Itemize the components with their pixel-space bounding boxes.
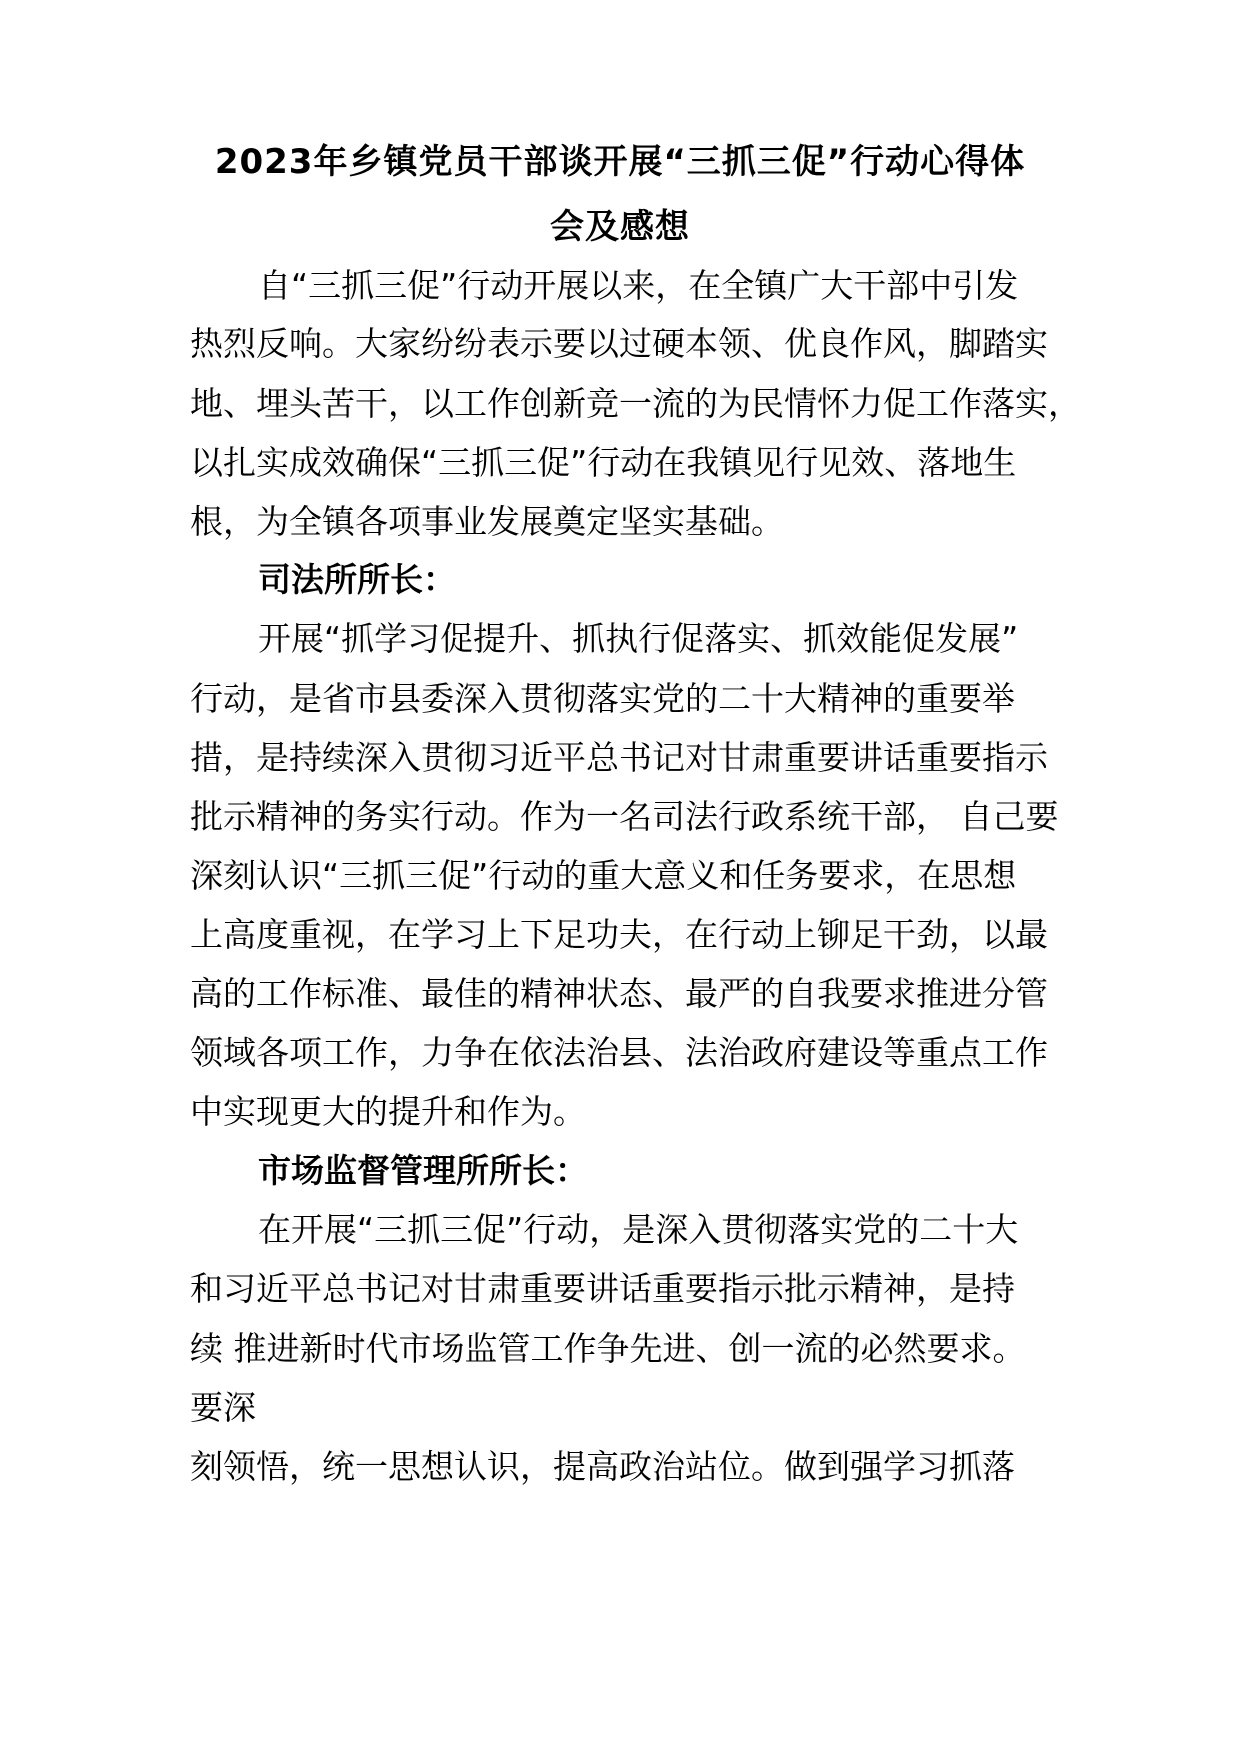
section-heading-judicial: 司法所所长： <box>258 560 456 599</box>
section2-line: 续 推进新时代市场监管工作争先进、创一流的必然要求。 <box>190 1329 1026 1368</box>
section1-line: 批示精神的务实行动。作为一名司法行政系统干部， 自己要 <box>190 797 1059 836</box>
section1-line: 上高度重视，在学习上下足功夫，在行动上铆足干劲，以最 <box>190 915 1048 954</box>
document-title-line-2: 会及感想 <box>550 207 690 247</box>
section2-line: 在开展“三抓三促”行动，是深入贯彻落实党的二十大 <box>258 1210 1019 1249</box>
section1-line: 开展“抓学习促提升、抓执行促落实、抓效能促发展” <box>258 619 1019 658</box>
section1-line: 中实现更大的提升和作为。 <box>190 1092 586 1131</box>
section-heading-market-supervision: 市场监督管理所所长： <box>258 1151 588 1190</box>
intro-line: 自“三抓三促”行动开展以来，在全镇广大干部中引发 <box>258 266 1019 305</box>
intro-line: 以扎实成效确保“三抓三促”行动在我镇见行见效、落地生 <box>190 443 1017 482</box>
intro-line: 地、埋头苦干，以工作创新竞一流的为民情怀力促工作落实， <box>190 384 1081 423</box>
intro-line: 根，为全镇各项事业发展奠定坚实基础。 <box>190 502 784 541</box>
intro-line: 热烈反响。大家纷纷表示要以过硬本领、优良作风，脚踏实 <box>190 324 1048 363</box>
section1-line: 领域各项工作，力争在依法治县、法治政府建设等重点工作 <box>190 1033 1048 1072</box>
section2-line: 刻领悟，统一思想认识，提高政治站位。做到强学习抓落 <box>190 1447 1015 1486</box>
section1-line: 深刻认识“三抓三促”行动的重大意义和任务要求，在思想 <box>190 856 1017 895</box>
section1-line: 行动，是省市县委深入贯彻落实党的二十大精神的重要举 <box>190 679 1015 718</box>
section1-line: 措，是持续深入贯彻习近平总书记对甘肃重要讲话重要指示 <box>190 738 1048 777</box>
section2-line: 和习近平总书记对甘肃重要讲话重要指示批示精神，是持 <box>190 1269 1015 1308</box>
section2-line: 要深 <box>190 1388 256 1427</box>
document-title-line-1: 2023年乡镇党员干部谈开展“三抓三促”行动心得体 <box>214 142 1026 182</box>
section1-line: 高的工作标准、最佳的精神状态、最严的自我要求推进分管 <box>190 974 1048 1013</box>
